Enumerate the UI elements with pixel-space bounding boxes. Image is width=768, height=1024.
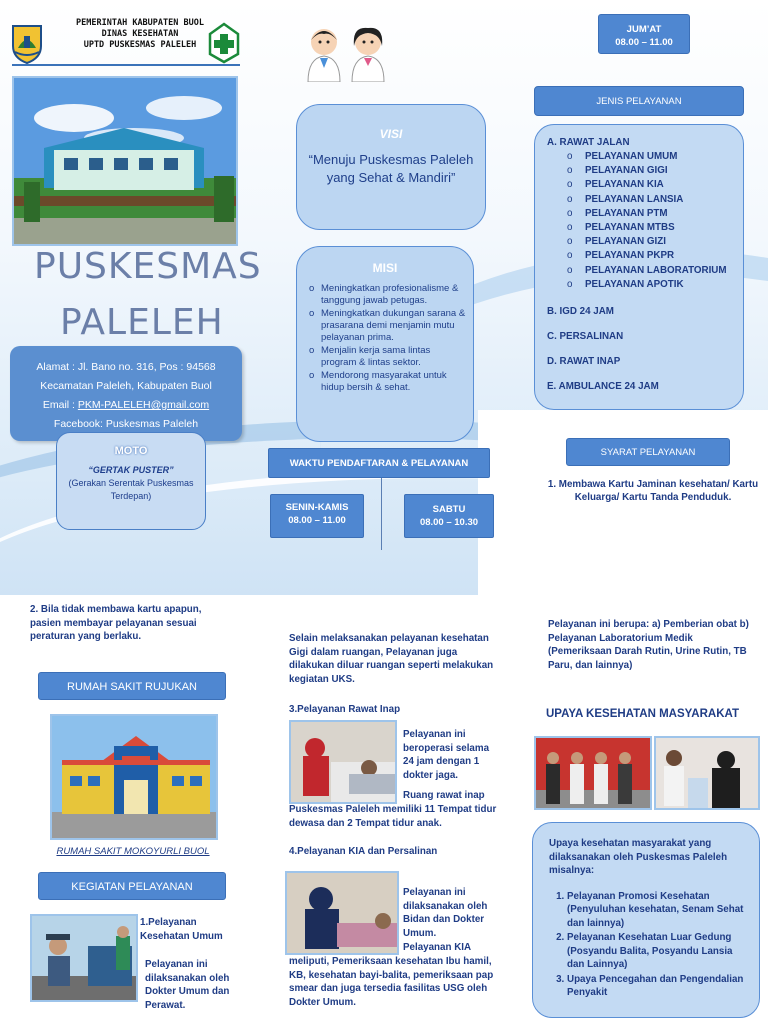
rawat-inap-photo [289, 720, 397, 804]
kia-side-text: Pelayanan ini dilaksanakan oleh Bidan dan Dokter Umum. [403, 887, 488, 939]
jumat-time: 08.00 – 11.00 [615, 37, 673, 48]
kegiatan-heading: KEGIATAN PELAYANAN [38, 872, 226, 900]
district-text: Kecamatan Paleleh, Kabupaten Buol [40, 380, 212, 392]
senin-day: SENIN-KAMIS [285, 502, 349, 513]
visi-box [296, 104, 486, 230]
senin-kamis-schedule [270, 494, 364, 538]
jumat-schedule [598, 14, 690, 54]
header-line-1: PEMERINTAH KABUPATEN BUOL [76, 18, 204, 28]
kia-label: Pelayanan KIA [403, 942, 472, 953]
header-line-3: UPTD PUSKESMAS PALELEH [83, 40, 197, 50]
pelayanan-umum-title: 1.Pelayanan Kesehatan Umum [140, 917, 223, 942]
health-ministry-logo-icon [208, 22, 240, 64]
moto-slogan: “GERTAK PUSTER” [88, 465, 174, 475]
misi-box [296, 246, 474, 442]
list-item: 2. Pelayanan Kesehatan Luar Gedung (Posyandu Balita, Posyandu Lansia dan Lainnya) [567, 931, 747, 972]
list-item: o PELAYANAN APOTIK [567, 278, 743, 292]
contact-banner [10, 346, 242, 441]
list-item: o PELAYANAN PTM [567, 207, 743, 221]
title-paleleh: PALELEH [60, 302, 224, 343]
upaya-photo-2 [654, 736, 760, 810]
sabtu-time: 08.00 – 10.30 [419, 517, 479, 528]
persalinan-label: C. PERSALINAN [547, 331, 624, 343]
rawat-inap-label: D. RAWAT INAP [547, 356, 621, 368]
header-divider [12, 64, 240, 66]
kabupaten-logo-icon [10, 22, 44, 64]
list-item: 1. Pelayanan Promosi Kesehatan (Penyuluhan kesehatan, Senam Sehat dan lainnya) [567, 890, 747, 931]
misi-item: o Mendorong masyarakat untuk hidup bersih & sehat. [309, 370, 467, 394]
syarat-item-1: 1. Membawa Kartu Jaminan kesehatan/ Kartu Keluarga/ Kartu Tanda Penduduk. [547, 479, 759, 503]
jenis-pelayanan-box [534, 124, 744, 410]
email-link[interactable]: PKM-PALELEH@gmail.com [77, 399, 210, 411]
list-item: 3. Upaya Pencegahan dan Pengendalian Penyakit [567, 973, 747, 1000]
visi-text: “Menuju Puskesmas Paleleh yang Sehat & Mandiri” [308, 152, 474, 185]
syarat-heading: SYARAT PELAYANAN [566, 438, 730, 466]
upaya-box [532, 822, 760, 1018]
misi-list [297, 283, 473, 394]
list-item: o PELAYANAN MTBS [567, 221, 743, 235]
rawat-inap-side-text: Pelayanan ini beroperasi selama 24 jam dengan 1 dokter jaga. [403, 729, 490, 781]
address-text: Alamat : Jl. Bano no. 316, Pos : 94568 [36, 361, 216, 373]
jumat-day: JUM’AT [626, 24, 662, 35]
email-line [10, 396, 242, 415]
list-item: o PELAYANAN LABORATORIUM [567, 264, 743, 278]
pelayanan-umum-photo [30, 914, 138, 1002]
pelayanan-umum-text: Pelayanan ini dilaksanakan oleh Dokter Umum dan Perawat. [145, 959, 230, 1011]
kia-full-text: meliputi, Pemeriksaan kesehatan Ibu hamil, KB, kesehatan bayi-balita, pemeriksaan pap smear dan juga tersedia fasilitas USG oleh Dokter Umum. [289, 956, 494, 1008]
list-item: o PELAYANAN KIA [567, 178, 743, 192]
rumah-sakit-heading: RUMAH SAKIT RUJUKAN [38, 672, 226, 700]
list-item: o PELAYANAN PKPR [567, 249, 743, 263]
rawat-inap-full-text: Puskesmas Paleleh memiliki 11 Tempat tidur dewasa dan 2 Tempat tidur anak. [289, 804, 497, 829]
visi-heading: VISI [379, 127, 403, 141]
schedule-connector [381, 478, 382, 550]
sabtu-day: SABTU [432, 504, 466, 515]
moto-meaning: (Gerakan Serentak Puskesmas Terdepan) [68, 478, 194, 501]
upaya-list [549, 890, 747, 1000]
moto-heading: MOTO [114, 445, 148, 457]
list-item: o PELAYANAN LANSIA [567, 193, 743, 207]
email-label: Email : [42, 399, 78, 411]
rawat-inap-room-label: Ruang rawat inap [403, 790, 485, 801]
rawat-inap-title: 3.Pelayanan Rawat Inap [289, 704, 401, 715]
moto-box [56, 432, 206, 530]
sabtu-schedule [404, 494, 494, 538]
waktu-heading: WAKTU PENDAFTARAN & PELAYANAN [268, 448, 490, 478]
syarat-item-2: 2. Bila tidak membawa kartu apapun, pasien membayar pelayanan sesuai peraturan yang berlaku. [30, 604, 202, 642]
misi-heading: MISI [372, 261, 398, 275]
kia-title: 4.Pelayanan KIA dan Persalinan [289, 846, 438, 857]
misi-item: o Meningkatkan profesionalisme & tanggung jawab petugas. [309, 283, 467, 307]
jenis-pelayanan-heading: JENIS PELAYANAN [534, 86, 744, 116]
title-puskesmas: PUSKESMAS [34, 246, 262, 287]
puskesmas-building-photo [12, 76, 238, 246]
list-item: o PELAYANAN GIZI [567, 235, 743, 249]
hospital-caption: RUMAH SAKIT MOKOYURLI BUOL [56, 846, 210, 857]
list-item: o PELAYANAN GIGI [567, 164, 743, 178]
ambulance-label: E. AMBULANCE 24 JAM [547, 381, 659, 393]
igd-label: B. IGD 24 JAM [547, 306, 614, 318]
rawat-jalan-list [547, 150, 743, 292]
misi-item: o Menjalin kerja sama lintas program & lintas sektor. [309, 345, 467, 369]
upaya-heading: UPAYA KESEHATAN MASYARAKAT [546, 708, 739, 720]
facebook-text: Facebook: Puskesmas Paleleh [53, 418, 199, 430]
misi-item: o Meningkatkan dukungan sarana & prasarana demi menjamin mutu pelayanan prima. [309, 308, 467, 344]
upaya-photo-1 [534, 736, 652, 810]
upaya-intro: Upaya kesehatan masyarakat yang dilaksanakan oleh Puskesmas Paleleh misalnya: [549, 838, 728, 876]
kia-photo [285, 871, 399, 955]
list-item: o PELAYANAN UMUM [567, 150, 743, 164]
senin-time: 08.00 – 11.00 [288, 515, 346, 526]
header-line-2: DINAS KESEHATAN [101, 29, 179, 39]
rawat-jalan-label: A. RAWAT JALAN [547, 137, 630, 148]
doctors-illustration-icon [300, 24, 394, 82]
gigi-uks-text: Selain melaksanakan pelayanan kesehatan Gigi dalam ruangan, Pelayanan juga dilakukan diluar ruangan seperti melakukan kegiatan UKS. [289, 633, 494, 685]
hospital-photo [50, 714, 218, 840]
lab-text: Pelayanan ini berupa: a) Pemberian obat b) Pelayanan Laboratorium Medik (Pemeriksaan Darah Rutin, Urine Rutin, TB Paru, dan lainnya) [548, 619, 749, 671]
